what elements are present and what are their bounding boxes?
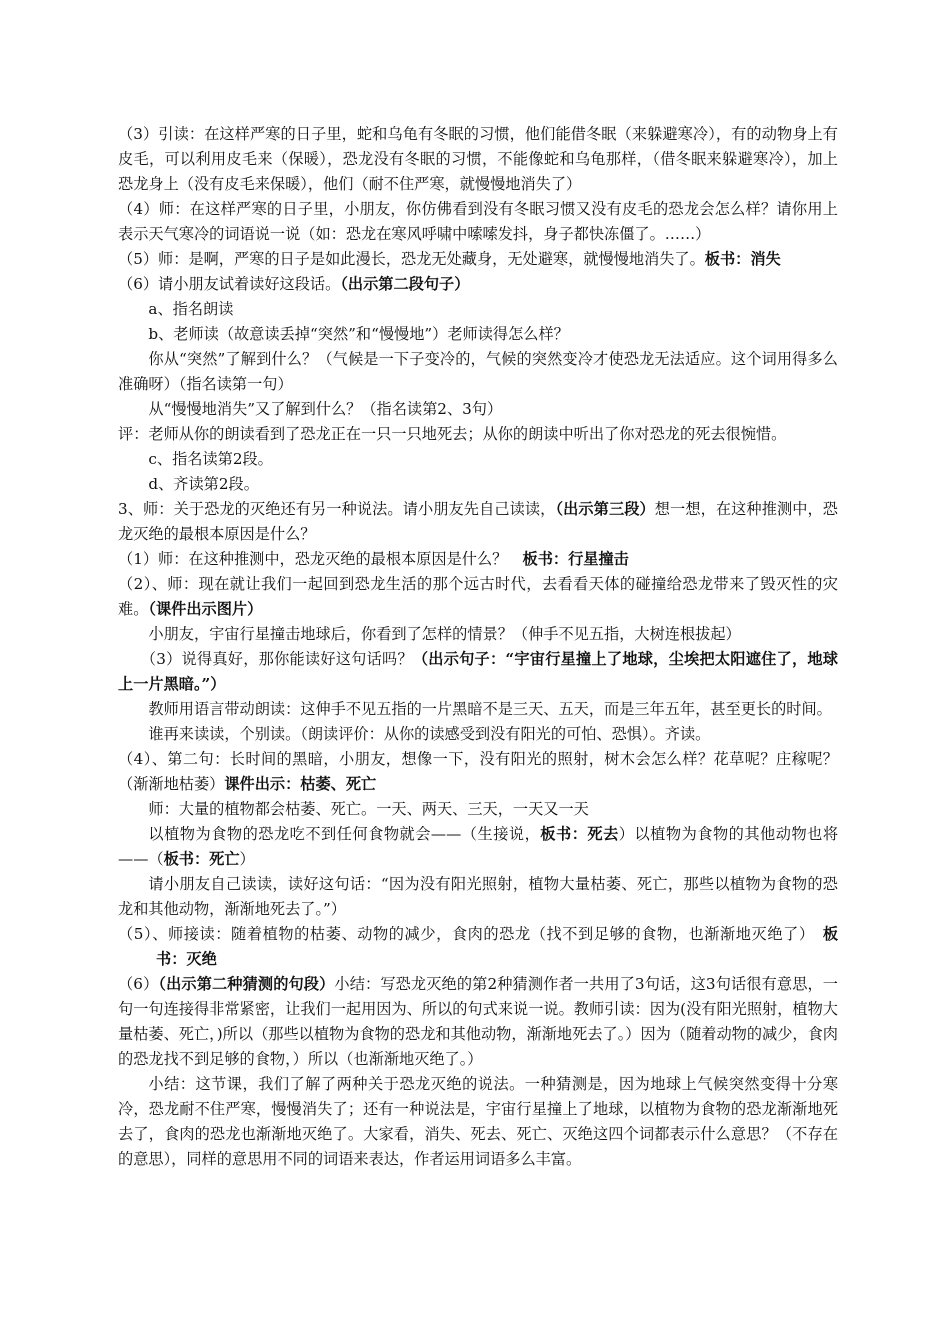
paragraph-another-theory [118, 497, 838, 547]
board-note-disappear: 板书：消失 [704, 250, 781, 268]
paragraph-text: （6）请小朋友试着读好这段话。 [118, 275, 341, 293]
paragraph-text: （5）师：是啊，严寒的日子是如此漫长，恐龙无处藏身，无处避寒，就慢慢地消失了。 [118, 250, 705, 268]
paragraph-comment: 评：老师从你的朗读看到了恐龙正在一只一只地死去；从你的朗读中听出了你对恐龙的死去很惋惜。 [118, 425, 787, 443]
board-note-planet-impact: 板书：行星撞击 [522, 550, 629, 568]
document-page [118, 122, 838, 1172]
paragraph-teacher-question: （4）师：在这样严寒的日子里，小朋友，你仿佛看到没有冬眠习惯又没有皮毛的恐龙会怎么样？请你用上表示天气寒冷的词语说一说（如：恐龙在寒风呼啸中嗦嗦发抖，身子都快冻僵了。……） [118, 200, 838, 243]
paragraph-suddenly: 你从“突然”了解到什么？（气候是一下子变冷的，气候的突然变冷才使恐龙无法适应。这个词用得多么准确呀）（指名读第一句） [118, 350, 838, 393]
step-c: c、指名读第2段。 [148, 450, 273, 468]
paragraph-read-sentence [118, 647, 838, 697]
paragraph-text: （1）师：在这种推测中，恐龙灭绝的最根本原因是什么？ [118, 550, 523, 568]
paragraph-summary-sentences [118, 972, 838, 1072]
paragraph-text: （2）、师：现在就让我们一起回到恐龙生活的那个远古时代，去看看天体的碰撞给恐龙带来了毁灭性的灾难。 [118, 575, 838, 618]
paragraph-lesson-summary: 小结：这节课，我们了解了两种关于恐龙灭绝的说法。一种猜测是，因为地球上气候突然变得十分寒冷，恐龙耐不住严寒，慢慢消失了；还有一种说法是，宇宙行星撞上了地球，以植物为食物的恐龙渐渐地死去了，食肉的恐龙也渐渐地灭绝了。大家看，消失、死去、死亡、灭绝这四个词都表示什么意思？（不存在的意思），同样的意思用不同的词语来表达，作者运用词语多么丰富。 [118, 1075, 838, 1168]
board-note-death: 板书：死亡 [163, 850, 240, 868]
paragraph-text: （5）、师接读：随着植物的枯萎、动物的减少，食肉的恐龙（找不到足够的食物，也渐渐地灭绝了） [118, 925, 808, 943]
paragraph-text: （3）说得真好，那你能读好这句话吗？ [140, 650, 413, 668]
paragraph-text: 3、师：关于恐龙的灭绝还有另一种说法。请小朋友先自己读读， [118, 500, 556, 518]
paragraph-scene: 小朋友，宇宙行星撞击地球后，你看到了怎样的情景？（伸手不见五指，大树连根拔起） [148, 625, 741, 643]
step-b: b、老师读（故意读丢掉“突然”和“慢慢地”）老师读得怎么样？ [148, 325, 569, 343]
paragraph-text: 想一想，在这种推测中，恐龙灭绝的最根本原因是什么？ [118, 500, 838, 543]
paragraph-text: ）以植物为食物的其他动物也将——（ [118, 825, 839, 868]
paragraph-carnivores [118, 922, 838, 972]
paragraph-disappear [118, 247, 838, 272]
paragraph-text: （4）、第二句：长时间的黑暗，小朋友，想像一下，没有阳光的照射，树木会怎么样？花草呢？庄稼呢？（渐渐地枯萎） [118, 750, 838, 793]
paragraph-read-quote: 请小朋友自己读读，读好这句话：“因为没有阳光照射，植物大量枯萎、死亡，那些以植物为食物的恐龙和其他动物，渐渐地死去了。”） [118, 875, 838, 918]
paragraph-root-cause [118, 547, 838, 572]
paragraph-plants: 师：大量的植物都会枯萎、死亡。一天、两天、三天，一天又一天 [148, 800, 589, 818]
paragraph-text: 小结：写恐龙灭绝的第2种猜测作者一共用了3句话，这3句话很有意思，一句一句连接得非常紧密，让我们一起用因为、所以的句式来说一说。教师引读：因为(没有阳光照射，植物大量枯萎、死亡，)所以（那些以植物为食物的恐龙和其他动物，渐渐地死去了。）因为（随着动物的减少，食肉的恐龙找不到足够的食物，）所以（也渐渐地灭绝了。） [118, 975, 838, 1068]
paragraph-second-sentence [118, 747, 838, 797]
show-picture-note: （课件出示图片） [148, 600, 263, 618]
paragraph-teacher-lead: 教师用语言带动朗读：这伸手不见五指的一片黑暗不是三天、五天，而是三年五年，甚至更长的时间。 [148, 700, 832, 718]
paragraph-ancient-times [118, 572, 838, 622]
paragraph-text: ） [239, 850, 255, 868]
paragraph-text: 以植物为食物的恐龙吃不到任何食物就会——（生接说， [148, 825, 541, 843]
paragraph-slowly: 从“慢慢地消失”又了解到什么？（指名读第2、3句） [148, 400, 503, 418]
board-note-extinct: 板书：灭绝 [156, 925, 839, 968]
paragraph-herbivores [118, 822, 838, 872]
paragraph-guided-reading: （3）引读：在这样严寒的日子里，蛇和乌龟有冬眠的习惯，他们能借冬眠（来躲避寒冷），有的动物身上有皮毛，可以利用皮毛来（保暖），恐龙没有冬眠的习惯，不能像蛇和乌龟那样，（借冬眠来躲避寒冷），加上恐龙身上（没有皮毛来保暖），他们（耐不住严寒，就慢慢地消失了） [118, 125, 838, 193]
paragraph-text: （6） [118, 975, 159, 993]
show-sentence-note: （出示句子：“宇宙行星撞上了地球，尘埃把太阳遮住了，地球上一片黑暗。”） [118, 650, 838, 693]
courseware-note-wither: 课件出示：枯萎、死亡 [224, 775, 377, 793]
paragraph-read-aloud [118, 272, 838, 297]
paragraph-individual-read: 谁再来读读，个别读。（朗读评价：从你的读感受到没有阳光的可怕、恐惧）。齐读。 [148, 725, 711, 743]
board-note-die: 板书：死去 [540, 825, 619, 843]
show-third-paragraph-note: （出示第三段） [555, 500, 655, 518]
show-second-guess-note: （出示第二种猜测的句段） [158, 975, 335, 993]
step-a: a、指名朗读 [148, 300, 234, 318]
step-d: d、齐读第2段。 [148, 475, 259, 493]
show-second-paragraph-note: （出示第二段句子） [340, 275, 470, 293]
